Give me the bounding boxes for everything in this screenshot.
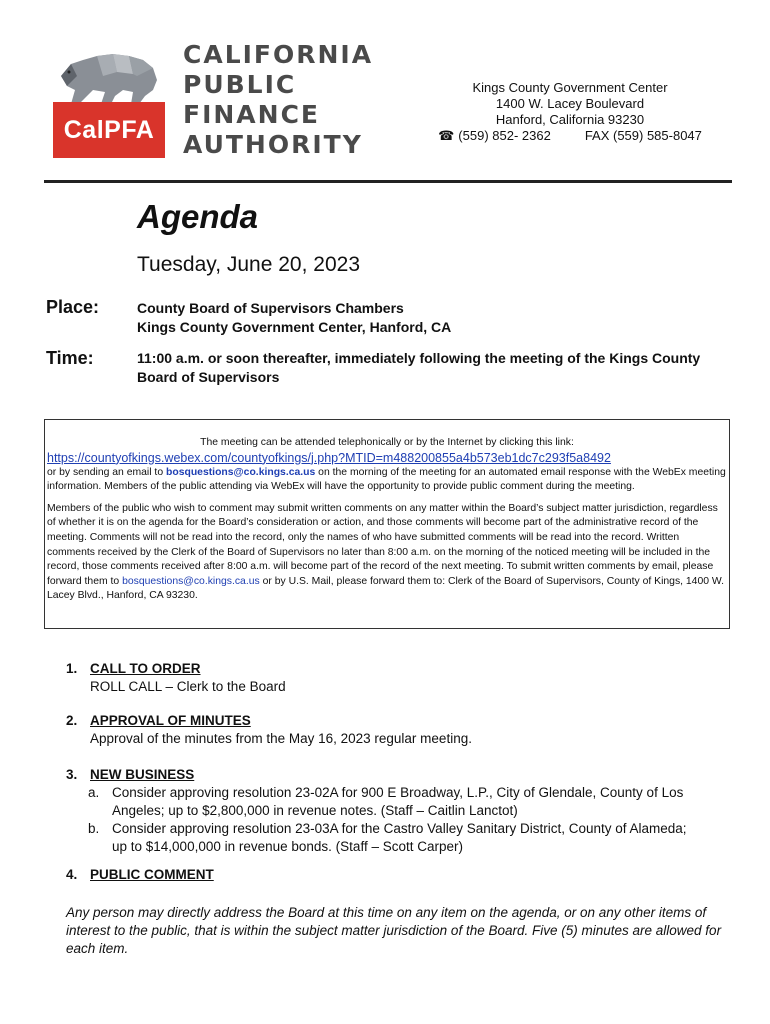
header-divider xyxy=(44,180,732,183)
notice-paragraph-2 xyxy=(47,502,727,604)
item-heading: CALL TO ORDER xyxy=(90,661,201,676)
phone-number: (559) 852- 2362 xyxy=(458,128,551,143)
calpfa-logo: CalPFA xyxy=(53,102,165,158)
organization-name xyxy=(183,40,373,160)
contact-line: Kings County Government Center xyxy=(472,80,668,95)
sub-item-text: Consider approving resolution 23-03A for the Castro Valley Sanitary District, County of Alameda; up to $14,000,000 in revenue bonds. (Staff – Scott Carper) xyxy=(112,821,687,854)
time-label: Time: xyxy=(46,348,94,368)
place-line: County Board of Supervisors Chambers xyxy=(137,300,404,316)
agenda-item xyxy=(66,660,286,696)
attendance-notice-box xyxy=(44,419,730,629)
agenda-item xyxy=(66,766,702,856)
agenda-item xyxy=(66,712,472,748)
item-body: ROLL CALL – Clerk to the Board xyxy=(90,679,286,694)
sub-item-letter: a. xyxy=(88,785,100,800)
org-name-line: PUBLIC xyxy=(183,70,297,99)
notice-text: or by sending an email to xyxy=(47,466,166,478)
contact-line: 1400 W. Lacey Boulevard xyxy=(495,96,645,111)
place-line: Kings County Government Center, Hanford, CA xyxy=(137,319,452,335)
sub-item-text: Consider approving resolution 23-02A for 900 E Broadway, L.P., City of Glendale, County of Los Angeles; up to $2,800,000 in revenue notes. (Staff – Caitlin Lanctot) xyxy=(112,785,684,818)
org-name-line: AUTHORITY xyxy=(183,130,363,159)
place-value xyxy=(137,299,451,337)
notice-text: Members of the public who wish to comment may submit written comments on any matter within the Board’s subject matter jurisdiction, regardless of whether it is on the agenda for the Board’s consideration or action, and those comments will become part of the administrative record of the meeting. Comments will not be read into the record, only the names of who have submitted comments will be read into the record. Written comments received by the Clerk of the Board of Supervisors no later than 8:00 a.m. on the morning of the noticed meeting will be included in the record, those comments received after 8:00 a.m. will become part of the record of the next meeting. To submit written comments by email, please forward them to xyxy=(47,502,718,587)
item-number: 1. xyxy=(66,661,78,676)
place-label: Place: xyxy=(46,297,100,317)
item-number: 3. xyxy=(66,767,78,782)
item-body: Approval of the minutes from the May 16, 2023 regular meeting. xyxy=(90,731,472,746)
email-link[interactable]: bosquestions@co.kings.ca.us xyxy=(166,466,316,478)
webex-link[interactable]: https://countyofkings.webex.com/countyofkings/j.php?MTID=m488200855a4b573eb1dc7c293f5a8492 xyxy=(47,450,611,465)
org-name-line: CALIFORNIA xyxy=(183,40,374,69)
item-heading: PUBLIC COMMENT xyxy=(90,867,214,882)
item-heading: APPROVAL OF MINUTES xyxy=(90,713,251,728)
org-name-line: FINANCE xyxy=(183,100,320,129)
agenda-date: Tuesday, June 20, 2023 xyxy=(137,253,360,276)
notice-text: on the morning of the meeting for an automated email response with the WebEx meeting information. Members of the public attending via WebEx will have the opportunity to provide public comment during the meeting. xyxy=(47,466,726,493)
item-heading: NEW BUSINESS xyxy=(90,767,195,782)
time-value: 11:00 a.m. or soon thereafter, immediately following the meeting of the Kings County Board of Supervisors xyxy=(137,350,701,385)
item-number: 2. xyxy=(66,713,78,728)
sub-item xyxy=(66,820,702,856)
bear-logo-icon xyxy=(53,46,165,108)
sub-item xyxy=(66,784,702,820)
phone-icon: ☎ xyxy=(438,128,455,143)
notice-text: or by U.S. Mail, please forward them to: Clerk of the Board of Supervisors, County of Kings, 1400 W. Lacey Blvd., Hanford, CA 93230. xyxy=(47,575,725,602)
notice-intro: The meeting can be attended telephonically or by the Internet by clicking this link: xyxy=(200,437,574,448)
public-comment-note: Any person may directly address the Board at this time on any item on the agenda, or on any other items of interest to the public, that is within the subject matter jurisdiction of the Board. Five (5) minutes are allowed for each item. xyxy=(66,905,722,956)
agenda-title: Agenda xyxy=(137,198,259,235)
notice-paragraph-1 xyxy=(47,466,727,495)
contact-block xyxy=(400,80,740,144)
fax-number: FAX (559) 585-8047 xyxy=(584,128,702,143)
contact-line: Hanford, California 93230 xyxy=(495,112,645,127)
email-link[interactable]: bosquestions@co.kings.ca.us xyxy=(122,575,260,587)
contact-phone-row xyxy=(400,128,740,144)
agenda-item xyxy=(66,866,214,884)
sub-item-letter: b. xyxy=(88,821,100,836)
item-number: 4. xyxy=(66,867,78,882)
